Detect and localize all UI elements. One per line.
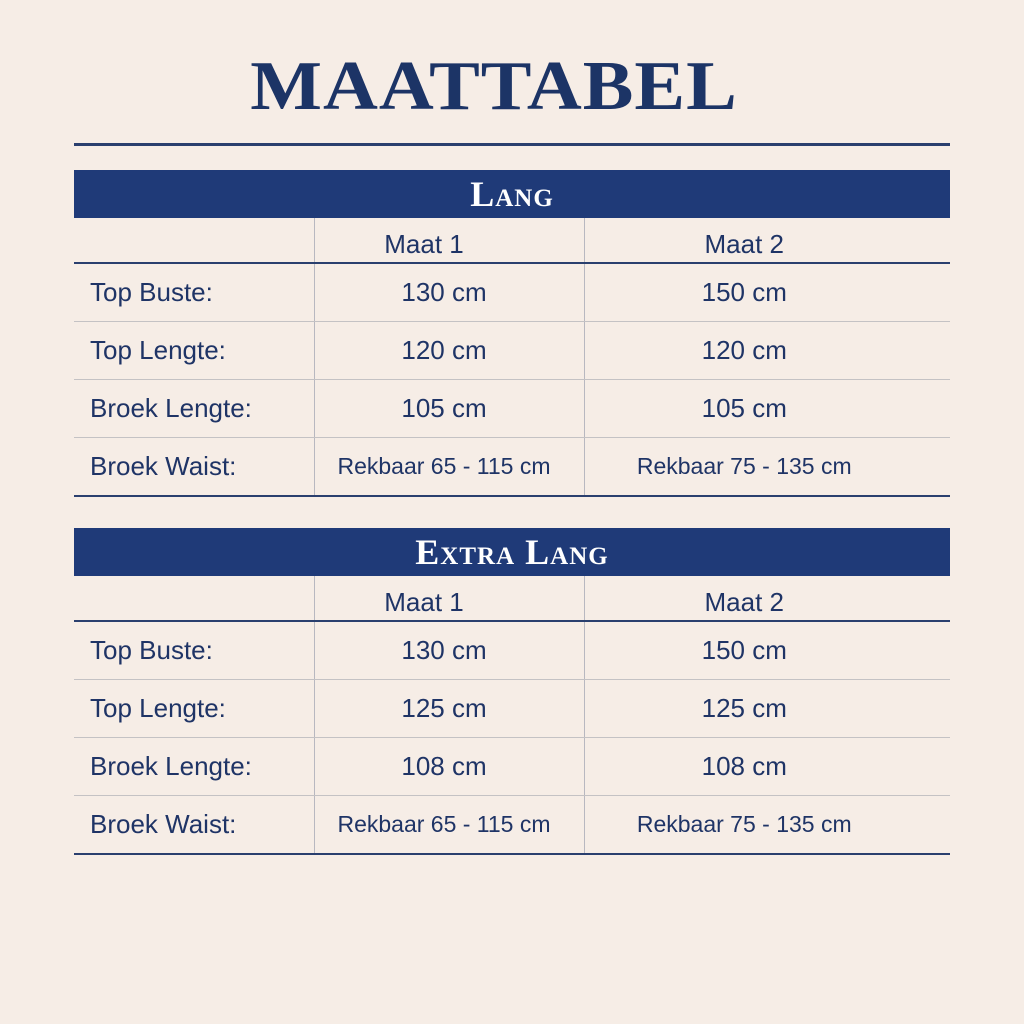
section-extra-lang bbox=[74, 528, 950, 855]
table-row bbox=[74, 621, 950, 680]
row-label: Broek Lengte: bbox=[74, 738, 314, 796]
table-row bbox=[74, 438, 950, 497]
maat-1-value: 105 cm bbox=[314, 380, 584, 438]
size-table-lang bbox=[74, 218, 950, 497]
column-header-maat-1: Maat 1 bbox=[314, 576, 584, 621]
row-label: Broek Waist: bbox=[74, 796, 314, 855]
maat-1-value: 120 cm bbox=[314, 322, 584, 380]
maat-2-value: 105 cm bbox=[584, 380, 950, 438]
section-lang bbox=[74, 170, 950, 497]
row-label: Top Buste: bbox=[74, 621, 314, 680]
section-heading: Lang bbox=[74, 170, 950, 218]
column-header-maat-1: Maat 1 bbox=[314, 218, 584, 263]
maat-2-value: 108 cm bbox=[584, 738, 950, 796]
maat-1-value: 125 cm bbox=[314, 680, 584, 738]
maat-1-value: 130 cm bbox=[314, 621, 584, 680]
table-header-row bbox=[74, 218, 950, 263]
table-row bbox=[74, 680, 950, 738]
column-header-maat-2: Maat 2 bbox=[584, 576, 950, 621]
row-label: Broek Lengte: bbox=[74, 380, 314, 438]
table-row bbox=[74, 322, 950, 380]
maat-2-value: Rekbaar 75 - 135 cm bbox=[584, 796, 950, 855]
table-row bbox=[74, 796, 950, 855]
table-header-row bbox=[74, 576, 950, 621]
column-header-label bbox=[74, 218, 314, 263]
maat-2-value: 150 cm bbox=[584, 621, 950, 680]
maat-1-value: Rekbaar 65 - 115 cm bbox=[314, 438, 584, 497]
maat-2-value: Rekbaar 75 - 135 cm bbox=[584, 438, 950, 497]
table-row bbox=[74, 738, 950, 796]
maat-1-value: 130 cm bbox=[314, 263, 584, 322]
column-header-maat-2: Maat 2 bbox=[584, 218, 950, 263]
row-label: Top Lengte: bbox=[74, 322, 314, 380]
row-label: Top Buste: bbox=[74, 263, 314, 322]
row-label: Top Lengte: bbox=[74, 680, 314, 738]
maat-2-value: 150 cm bbox=[584, 263, 950, 322]
size-table-extra-lang bbox=[74, 576, 950, 855]
title-divider bbox=[74, 143, 950, 146]
maat-1-value: Rekbaar 65 - 115 cm bbox=[314, 796, 584, 855]
column-header-label bbox=[74, 576, 314, 621]
row-label: Broek Waist: bbox=[74, 438, 314, 497]
maat-1-value: 108 cm bbox=[314, 738, 584, 796]
maat-2-value: 125 cm bbox=[584, 680, 950, 738]
table-row bbox=[74, 263, 950, 322]
section-heading: Extra Lang bbox=[74, 528, 950, 576]
table-row bbox=[74, 380, 950, 438]
maat-2-value: 120 cm bbox=[584, 322, 950, 380]
page-title: MAATTABEL bbox=[250, 47, 738, 125]
